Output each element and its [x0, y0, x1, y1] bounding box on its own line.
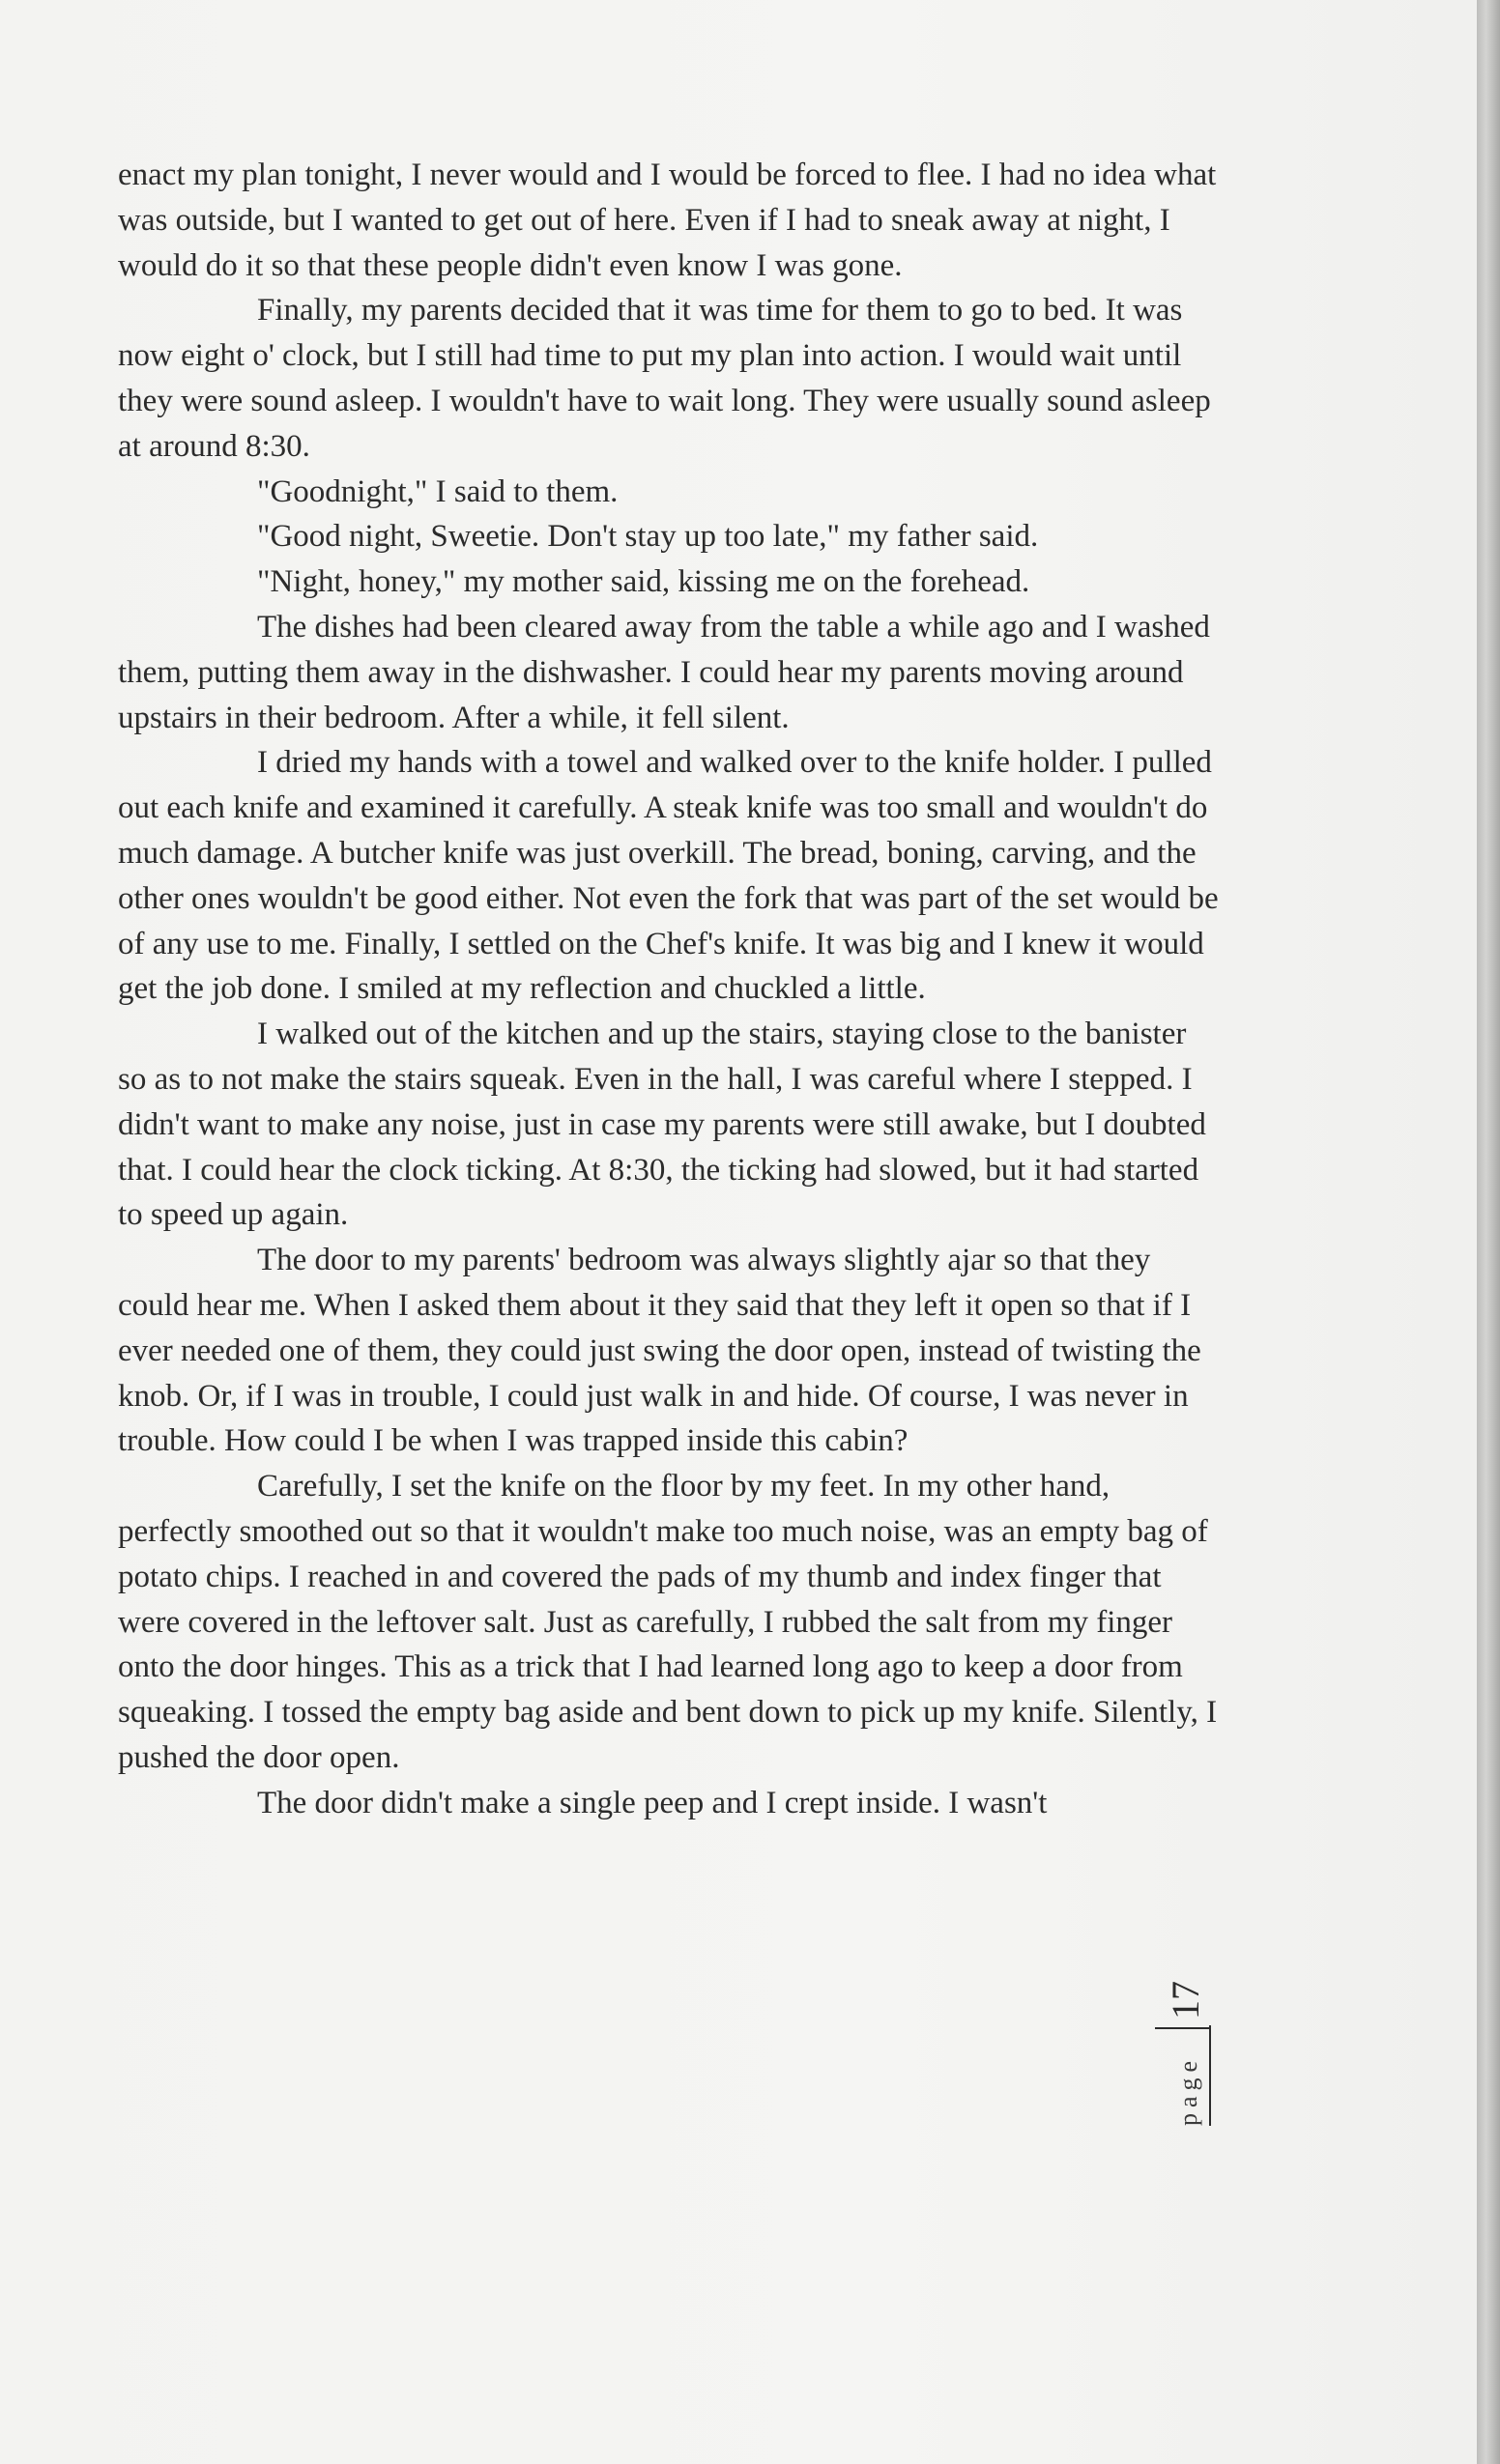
page-number-underline	[1209, 2025, 1211, 2126]
page-number-marker	[1155, 1952, 1213, 2126]
paragraph: enact my plan tonight, I never would and I would be forced to flee. I had no idea what was outside, but I wanted to get out of here. Even if I had to sneak away at night, I would do it so that these people didn't even know I was gone.	[118, 158, 1217, 283]
page-number-divider	[1155, 2027, 1209, 2029]
paragraph: Finally, my parents decided that it was time for them to go to bed. It was now eight o' clock, but I still had time to put my plan into action. I would wait until they were sound asleep. I wouldn't have to wait long. They were usually sound asleep at around 8:30.	[118, 293, 1211, 464]
paragraph: "Good night, Sweetie. Don't stay up too late," my father said.	[257, 519, 1039, 555]
page-number-value: 17	[1164, 1981, 1207, 2020]
paragraph: The door to my parents' bedroom was always slightly ajar so that they could hear me. When I asked them about it they said that they left it open so that if I ever needed one of them, they could just swing the door open, instead of twisting the knob. Or, if I was in trouble, I could just walk in and hide. Of course, I was never in trouble. How could I be when I was trapped inside this cabin?	[118, 1243, 1201, 1459]
paragraph: "Night, honey," my mother said, kissing me on the forehead.	[257, 564, 1030, 600]
paragraph: I dried my hands with a towel and walked over to the knife holder. I pulled out each knife and examined it carefully. A steak knife was too small and wouldn't do much damage. A butcher knife was just overkill. The bread, boning, carving, and the other ones wouldn't be good either. Not even the fork that was part of the set would be of any use to me. Finally, I settled on the Chef's knife. It was big and I knew it would get the job done. I smiled at my reflection and chuckled a little.	[118, 745, 1219, 1007]
page-body-text	[118, 153, 1220, 1825]
page-edge	[1477, 0, 1500, 2464]
paragraph: The door didn't make a single peep and I crept inside. I wasn't	[257, 1785, 1048, 1820]
paragraph: "Goodnight," I said to them.	[257, 473, 619, 509]
paragraph: Carefully, I set the knife on the floor by my feet. In my other hand, perfectly smoothed out so that it wouldn't make too much noise, was an empty bag of potato chips. I reached in and covered the pads of my thumb and index finger that were covered in the leftover salt. Just as carefully, I rubbed the salt from my finger onto the door hinges. This as a trick that I had learned long ago to keep a door from squeaking. I tossed the empty bag aside and bent down to pick up my knife. Silently, I pushed the door open.	[118, 1469, 1218, 1775]
paragraph: I walked out of the kitchen and up the stairs, staying close to the banister so as to not make the stairs squeak. Even in the hall, I was careful where I stepped. I didn't want to make any noise, just in case my parents were still awake, but I doubted that. I could hear the clock ticking. At 8:30, the ticking had slowed, but it had started to speed up again.	[118, 1017, 1206, 1233]
paragraph: The dishes had been cleared away from the table a while ago and I washed them, putting them away in the dishwasher. I could hear my parents moving around upstairs in their bedroom. After a while, it fell silent.	[118, 609, 1210, 735]
page-number-label: page	[1174, 2054, 1202, 2126]
